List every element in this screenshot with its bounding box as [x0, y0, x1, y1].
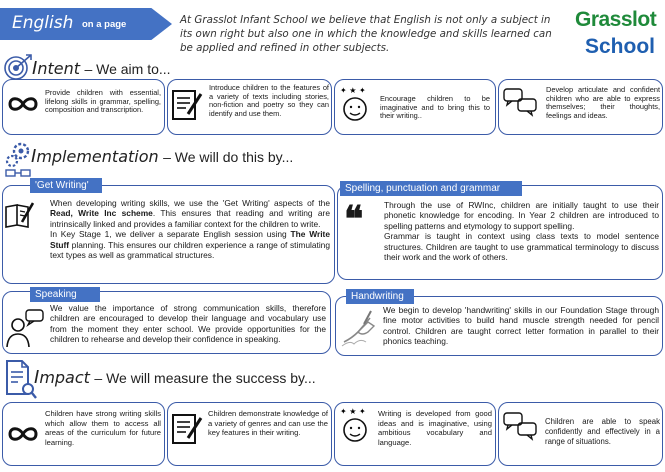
- document-pen-icon: [170, 412, 206, 446]
- thinking-child-icon: [338, 84, 372, 126]
- spelling-tab: Spelling, punctuation and grammar: [340, 181, 522, 196]
- get-writing-text: When developing writing skills, we use the 'Get Writing' aspects of the Read, Write Inc scheme. This ensures that reading and writing are intrinsically linked and provides a familiar context for the children to write. In Key Stage 1, we deliver a separate English session using The Write Stuff planning. This ensures our children experience a range of stimulating text types as well as grammatical structures.: [50, 198, 330, 261]
- speaking-person-icon: [4, 307, 46, 349]
- thinking-child-icon: [338, 405, 372, 447]
- intent-text-2: Introduce children to the features of a variety of texts including stories, non-fiction and poetry so they can identify and use them.: [209, 83, 329, 118]
- document-pen-icon: [170, 88, 206, 122]
- quote-marks-icon: ❝: [344, 198, 364, 240]
- intent-heading: Intent – We aim to...: [32, 58, 171, 79]
- infinity-icon: [6, 424, 40, 444]
- impact-text-4: Children are able to speak confidently and effectively in a range of situations.: [545, 417, 660, 446]
- implementation-heading: Implementation – We will do this by...: [31, 146, 294, 167]
- book-pen-icon: [4, 200, 34, 230]
- infinity-icon: [6, 94, 40, 114]
- impact-text-3: Writing is developed from good ideas and is imaginative, using ambitious vocabulary and language.: [378, 409, 492, 447]
- impact-text-1: Children have strong writing skills which allow them to access all areas of the curriculum for future learning.: [45, 409, 161, 447]
- target-icon: [4, 53, 34, 81]
- impact-heading: Impact – We will measure the success by...: [34, 367, 316, 388]
- handwriting-tab: Handwriting: [346, 289, 414, 304]
- hand-writing-icon: [340, 308, 376, 348]
- document-search-icon: [4, 358, 38, 400]
- svg-text:✦ ★ ✦: ✦ ★ ✦: [340, 86, 366, 95]
- intent-text-1: Provide children with essential, lifelong skills in grammar, spelling, composition and transcription.: [45, 88, 161, 115]
- intent-text-3: Encourage children to be imaginative and to bring this to their writing..: [380, 94, 490, 121]
- intro-text: At Grasslot Infant School we believe that English is not only a subject in its own right but also one in which the knowledge and skills learned can be applied and refined in other subjects.: [180, 14, 552, 54]
- speech-bubbles-icon: [502, 86, 538, 118]
- spelling-text: Through the use of RWInc, children are initially taught to use their phonetic knowledge for encoding. In Year 2 children are introduced to spelling patterns and etymology to support spelling. Grammar is taught in context using class texts to model sentence structures. Children are taught to use grammatical terminology to discuss their work and the work of others.: [384, 200, 659, 263]
- school-logo-line2: School: [585, 35, 656, 58]
- speaking-text: We value the importance of strong communication skills, therefore children are encouraged to develop their language and vocabulary use from the moment they enter school. We provide opportunities for the children to rehearse and develop their confidence in speaking.: [50, 303, 326, 345]
- handwriting-text: We begin to develop 'handwriting' skills in our Foundation Stage through fine motor activities to build hand muscle strength needed for pencil control. Children are taught correct letter formation in parallel to their phonics teaching.: [383, 305, 659, 347]
- page-subtitle: on a page: [82, 19, 127, 30]
- svg-text:✦ ★ ✦: ✦ ★ ✦: [340, 407, 366, 416]
- speaking-tab: Speaking: [30, 287, 100, 302]
- page-title: English: [12, 13, 74, 33]
- intent-text-4: Develop articulate and confident children who are able to express themselves; their thoughts, feelings and ideas.: [546, 85, 660, 120]
- impact-text-2: Children demonstrate knowledge of a variety of genres and can use the key features in their writing.: [208, 409, 328, 438]
- school-logo-line1: Grasslot: [575, 8, 657, 31]
- get-writing-tab: 'Get Writing': [30, 178, 102, 193]
- speech-bubbles-icon: [502, 410, 538, 442]
